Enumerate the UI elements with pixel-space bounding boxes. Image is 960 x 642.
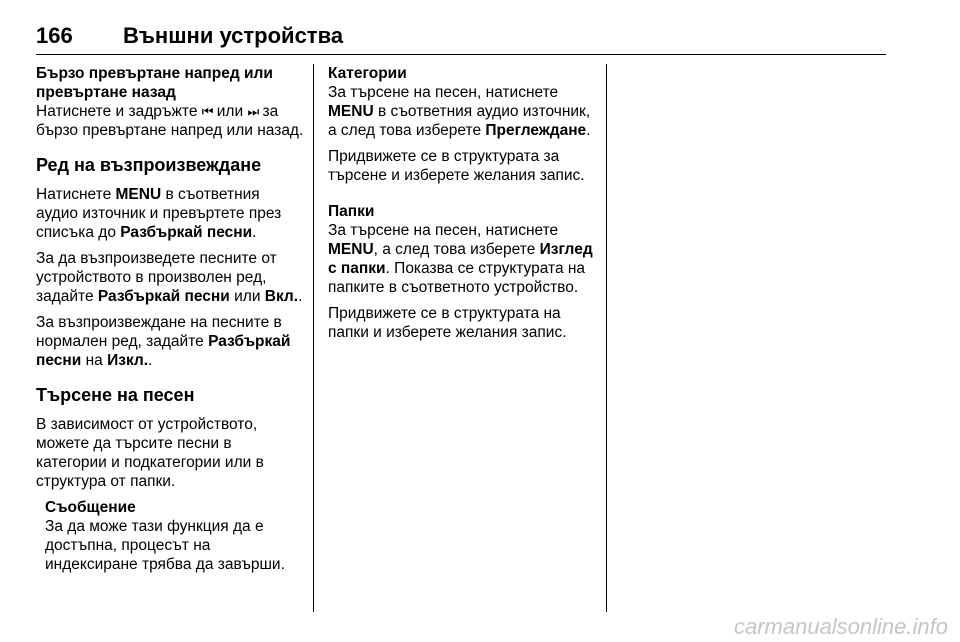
- text: или: [212, 103, 248, 120]
- menu-option: Разбъркай песни: [120, 224, 253, 241]
- menu-option: Разбъркай песни: [36, 333, 291, 369]
- text: .: [252, 224, 257, 241]
- text: Натиснете и задръжте: [36, 103, 202, 120]
- text: За търсене на песен, натиснете: [328, 222, 559, 239]
- watermark: carmanualsonline.info: [733, 614, 948, 639]
- paragraph: В зависимост от устройството, можете да търсите песни в категории и подкатегории или в структура от папки.: [36, 416, 264, 490]
- page-number: 166: [36, 23, 73, 48]
- text: , а след това изберете: [373, 241, 540, 258]
- column-divider: [606, 64, 607, 612]
- paragraph: [36, 102, 304, 140]
- menu-keyword: MENU: [328, 103, 374, 120]
- paragraph: [328, 221, 598, 297]
- left-column: [36, 64, 304, 574]
- text: .: [148, 352, 153, 369]
- note-box: [36, 498, 304, 574]
- text: . Показва се структурата на папките в съответното устройство.: [328, 260, 586, 296]
- text: на: [81, 352, 108, 369]
- paragraph: [328, 83, 598, 140]
- text: .: [586, 122, 591, 139]
- menu-option: Преглеждане: [485, 122, 587, 139]
- text: в съответния аудио източник, а след това изберете: [328, 103, 591, 139]
- text: За да възпроизведете песните от устройството в произволен ред, задайте: [36, 250, 277, 305]
- text: или: [229, 288, 265, 305]
- note-text: За да може тази функция да е достъпна, процесът на индексиране трябва да завърши.: [45, 518, 285, 573]
- chapter-title: Външни устройства: [123, 23, 344, 48]
- paragraph: [36, 313, 304, 370]
- section-heading: Папки: [328, 203, 375, 220]
- text: За търсене на песен, натиснете: [328, 84, 559, 101]
- fast-forward-icon: ⏭: [247, 104, 259, 119]
- text: За възпроизвеждане на песните в нормален ред, задайте: [36, 314, 282, 350]
- right-column: [328, 64, 598, 349]
- menu-option: Разбъркай песни: [97, 288, 230, 305]
- text: Натиснете: [36, 186, 116, 203]
- menu-option: Изкл.: [107, 352, 149, 369]
- section-title: Ред на възпроизвеждане: [36, 155, 262, 175]
- menu-option: Вкл.: [264, 288, 299, 305]
- paragraph: [36, 185, 304, 242]
- text: в съответния аудио източник и превъртете през списъка до: [36, 186, 282, 241]
- menu-keyword: MENU: [328, 241, 374, 258]
- text: .: [298, 288, 303, 305]
- section-title: Търсене на песен: [36, 385, 195, 405]
- page-header: [36, 22, 886, 55]
- paragraph: Придвижете се в структурата за търсене и изберете желания запис.: [328, 148, 585, 184]
- section-heading: Категории: [328, 65, 407, 82]
- rewind-icon: ⏮: [201, 104, 213, 119]
- column-divider: [313, 64, 314, 612]
- paragraph: [36, 249, 304, 306]
- note-title: Съобщение: [45, 499, 136, 516]
- paragraph: Придвижете се в структурата на папки и изберете желания запис.: [328, 305, 567, 341]
- text: за бързо превъртане напред или назад.: [36, 103, 304, 139]
- menu-option: Изглед с папки: [328, 241, 593, 277]
- section-heading: Бързо превъртане напред или превъртане назад: [36, 65, 273, 101]
- menu-keyword: MENU: [115, 186, 162, 203]
